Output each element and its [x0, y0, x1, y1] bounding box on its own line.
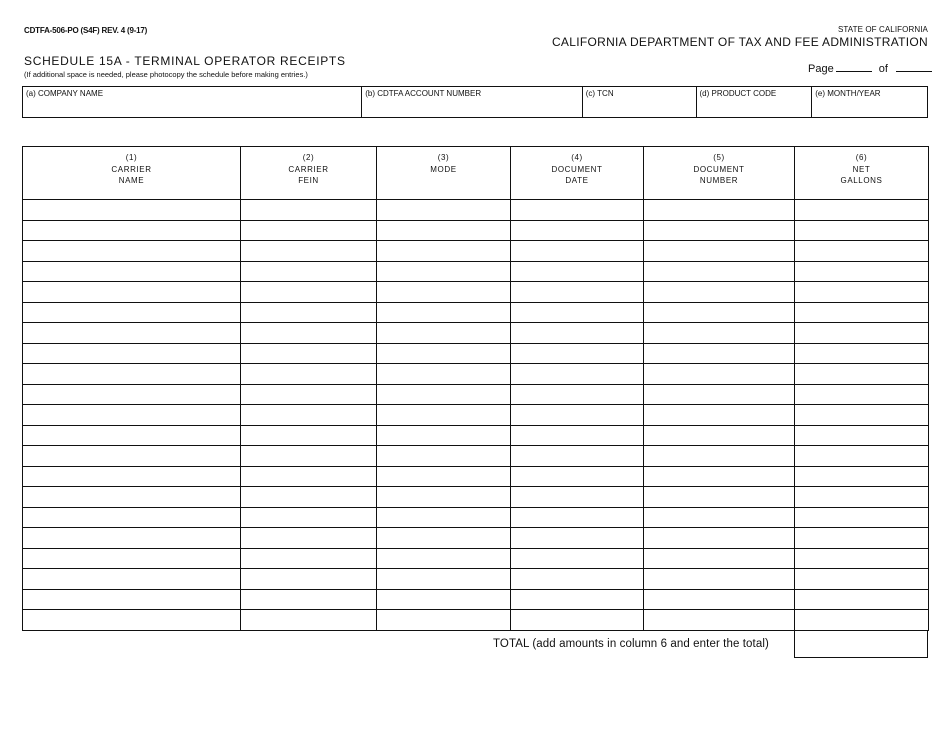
carrier-name-cell[interactable] — [23, 528, 241, 549]
mode-cell[interactable] — [377, 200, 511, 221]
document-number-cell[interactable] — [644, 507, 795, 528]
document-number-cell[interactable] — [644, 569, 795, 590]
carrier-fein-cell[interactable] — [241, 302, 377, 323]
column-number: (5) — [713, 153, 725, 162]
carrier-fein-cell[interactable] — [241, 364, 377, 385]
column-title-line: CARRIER — [111, 164, 152, 174]
net-gallons-cell[interactable] — [795, 589, 929, 610]
table-row — [23, 548, 929, 569]
carrier-fein-cell[interactable] — [241, 200, 377, 221]
net-gallons-cell[interactable] — [795, 220, 929, 241]
column-number: (6) — [855, 153, 868, 162]
document-date-cell[interactable] — [511, 200, 644, 221]
table-row — [23, 384, 929, 405]
document-date-cell[interactable] — [511, 610, 644, 631]
document-number-cell[interactable] — [644, 528, 795, 549]
column-title-line: NAME — [118, 176, 145, 185]
column-title-line: FEIN — [298, 176, 319, 185]
column-title-line: GALLONS — [840, 176, 883, 185]
receipts-table — [22, 146, 929, 631]
mode-cell[interactable] — [377, 466, 511, 487]
carrier-fein-cell[interactable] — [241, 507, 377, 528]
carrier-fein-cell[interactable] — [241, 548, 377, 569]
carrier-name-cell[interactable] — [23, 425, 241, 446]
account-number-field[interactable] — [362, 87, 583, 117]
carrier-name-cell[interactable] — [23, 364, 241, 385]
mode-cell[interactable] — [377, 507, 511, 528]
carrier-name-cell[interactable] — [23, 446, 241, 467]
document-date-cell[interactable] — [511, 302, 644, 323]
mode-cell[interactable] — [377, 548, 511, 569]
carrier-name-cell[interactable] — [23, 220, 241, 241]
mode-cell[interactable] — [377, 425, 511, 446]
mode-cell[interactable] — [377, 405, 511, 426]
carrier-fein-cell[interactable] — [241, 323, 377, 344]
document-number-cell[interactable] — [644, 200, 795, 221]
carrier-fein-cell[interactable] — [241, 384, 377, 405]
carrier-name-cell[interactable] — [23, 466, 241, 487]
document-date-cell[interactable] — [511, 466, 644, 487]
tcn-field[interactable] — [583, 87, 697, 117]
carrier-name-cell[interactable] — [23, 200, 241, 221]
mode-cell[interactable] — [377, 241, 511, 262]
table-row — [23, 569, 929, 590]
company-name-label: (a) COMPANY NAME — [26, 89, 104, 98]
net-gallons-cell[interactable] — [795, 446, 929, 467]
table-row — [23, 466, 929, 487]
carrier-name-cell[interactable] — [23, 261, 241, 282]
document-date-cell[interactable] — [511, 548, 644, 569]
net-gallons-cell[interactable] — [795, 569, 929, 590]
document-date-cell[interactable] — [511, 507, 644, 528]
net-gallons-cell[interactable] — [795, 548, 929, 569]
net-gallons-cell[interactable] — [795, 405, 929, 426]
table-row — [23, 282, 929, 303]
mode-cell[interactable] — [377, 220, 511, 241]
carrier-name-cell[interactable] — [23, 487, 241, 508]
page-number-line — [808, 61, 932, 75]
column-title-line: DOCUMENT — [693, 164, 745, 174]
carrier-name-cell[interactable] — [23, 548, 241, 569]
table-row — [23, 446, 929, 467]
net-gallons-cell[interactable] — [795, 282, 929, 303]
mode-cell[interactable] — [377, 487, 511, 508]
table-row — [23, 323, 929, 344]
document-number-cell[interactable] — [644, 384, 795, 405]
net-gallons-cell[interactable] — [795, 384, 929, 405]
document-number-cell[interactable] — [644, 610, 795, 631]
document-number-cell[interactable] — [644, 302, 795, 323]
net-gallons-cell[interactable] — [795, 364, 929, 385]
account-number-label: (b) CDTFA ACCOUNT NUMBER — [365, 89, 482, 98]
page-number-field[interactable] — [836, 61, 872, 72]
column-title-line: MODE — [430, 164, 457, 174]
carrier-fein-cell[interactable] — [241, 220, 377, 241]
carrier-name-cell[interactable] — [23, 241, 241, 262]
carrier-name-cell[interactable] — [23, 282, 241, 303]
mode-cell[interactable] — [377, 364, 511, 385]
department-name: CALIFORNIA DEPARTMENT OF TAX AND FEE ADMINISTRATION — [551, 35, 928, 49]
page-total-field[interactable] — [896, 61, 932, 72]
net-gallons-cell[interactable] — [795, 343, 929, 364]
schedule-note: (If additional space is needed, please photocopy the schedule before making entries.) — [24, 70, 308, 79]
column-header-net-gallons — [795, 147, 929, 200]
carrier-fein-cell[interactable] — [241, 466, 377, 487]
total-label: TOTAL (add amounts in column 6 and enter the total) — [493, 638, 769, 650]
carrier-fein-cell[interactable] — [241, 241, 377, 262]
table-row — [23, 528, 929, 549]
carrier-name-cell[interactable] — [23, 384, 241, 405]
net-gallons-cell[interactable] — [795, 302, 929, 323]
form-id: CDTFA-506-PO (S4F) REV. 4 (9-17) — [24, 26, 148, 35]
carrier-fein-cell[interactable] — [241, 343, 377, 364]
table-row — [23, 425, 929, 446]
column-header-carrier-name — [23, 147, 241, 200]
table-row — [23, 507, 929, 528]
document-number-cell[interactable] — [644, 425, 795, 446]
carrier-fein-cell[interactable] — [241, 569, 377, 590]
carrier-name-cell[interactable] — [23, 589, 241, 610]
carrier-name-cell[interactable] — [23, 323, 241, 344]
column-number: (2) — [302, 153, 315, 162]
table-row — [23, 487, 929, 508]
table-header-row — [23, 147, 929, 200]
carrier-fein-cell[interactable] — [241, 425, 377, 446]
column-title-line: CARRIER — [288, 164, 329, 174]
state-label: STATE OF CALIFORNIA — [837, 25, 928, 34]
net-gallons-cell[interactable] — [795, 466, 929, 487]
column-title-line: NET — [852, 164, 871, 174]
document-date-cell[interactable] — [511, 528, 644, 549]
mode-cell[interactable] — [377, 569, 511, 590]
table-row — [23, 610, 929, 631]
mode-cell[interactable] — [377, 282, 511, 303]
net-gallons-cell[interactable] — [795, 241, 929, 262]
product-code-field[interactable] — [697, 87, 813, 117]
column-header-mode — [377, 147, 511, 200]
month-year-field[interactable] — [812, 87, 927, 117]
mode-cell[interactable] — [377, 528, 511, 549]
table-row — [23, 405, 929, 426]
net-gallons-cell[interactable] — [795, 323, 929, 344]
table-body — [23, 200, 929, 631]
document-date-cell[interactable] — [511, 569, 644, 590]
document-number-cell[interactable] — [644, 241, 795, 262]
table-row — [23, 241, 929, 262]
column-number: (1) — [125, 153, 138, 162]
carrier-name-cell[interactable] — [23, 343, 241, 364]
document-date-cell[interactable] — [511, 343, 644, 364]
document-number-cell[interactable] — [644, 323, 795, 344]
month-year-label: (e) MONTH/YEAR — [815, 89, 881, 98]
carrier-name-cell[interactable] — [23, 405, 241, 426]
table-row — [23, 364, 929, 385]
net-gallons-cell[interactable] — [795, 528, 929, 549]
tcn-label: (c) TCN — [585, 89, 614, 98]
column-header-carrier-fein — [241, 147, 377, 200]
header-fields — [22, 86, 928, 118]
column-title-line: NUMBER — [699, 176, 739, 185]
document-number-cell[interactable] — [644, 548, 795, 569]
table-row — [23, 220, 929, 241]
schedule-title: SCHEDULE 15A - TERMINAL OPERATOR RECEIPTS — [24, 54, 346, 68]
carrier-fein-cell[interactable] — [241, 261, 377, 282]
document-date-cell[interactable] — [511, 241, 644, 262]
document-number-cell[interactable] — [644, 220, 795, 241]
carrier-fein-cell[interactable] — [241, 446, 377, 467]
column-number: (4) — [571, 153, 583, 162]
document-number-cell[interactable] — [644, 261, 795, 282]
carrier-fein-cell[interactable] — [241, 589, 377, 610]
document-date-cell[interactable] — [511, 261, 644, 282]
carrier-fein-cell[interactable] — [241, 610, 377, 631]
mode-cell[interactable] — [377, 323, 511, 344]
column-title-line: DOCUMENT — [551, 164, 603, 174]
document-date-cell[interactable] — [511, 446, 644, 467]
carrier-name-cell[interactable] — [23, 507, 241, 528]
mode-cell[interactable] — [377, 610, 511, 631]
product-code-label: (d) PRODUCT CODE — [699, 89, 777, 98]
mode-cell[interactable] — [377, 446, 511, 467]
document-number-cell[interactable] — [644, 466, 795, 487]
document-number-cell[interactable] — [644, 282, 795, 303]
mode-cell[interactable] — [377, 343, 511, 364]
mode-cell[interactable] — [377, 261, 511, 282]
mode-cell[interactable] — [377, 589, 511, 610]
carrier-fein-cell[interactable] — [241, 528, 377, 549]
carrier-name-cell[interactable] — [23, 302, 241, 323]
document-date-cell[interactable] — [511, 384, 644, 405]
total-gallons-field[interactable] — [794, 630, 928, 658]
document-date-cell[interactable] — [511, 282, 644, 303]
document-number-cell[interactable] — [644, 487, 795, 508]
net-gallons-cell[interactable] — [795, 507, 929, 528]
net-gallons-cell[interactable] — [795, 610, 929, 631]
column-title-line: DATE — [565, 176, 589, 185]
document-date-cell[interactable] — [511, 364, 644, 385]
carrier-fein-cell[interactable] — [241, 487, 377, 508]
table-row — [23, 343, 929, 364]
carrier-fein-cell[interactable] — [241, 405, 377, 426]
page-label: Page — [808, 63, 834, 75]
company-name-field[interactable] — [23, 87, 362, 117]
carrier-fein-cell[interactable] — [241, 282, 377, 303]
net-gallons-cell[interactable] — [795, 487, 929, 508]
column-header-document-date — [511, 147, 644, 200]
table-row — [23, 200, 929, 221]
net-gallons-cell[interactable] — [795, 261, 929, 282]
net-gallons-cell[interactable] — [795, 425, 929, 446]
of-label: of — [878, 63, 888, 75]
mode-cell[interactable] — [377, 384, 511, 405]
document-date-cell[interactable] — [511, 405, 644, 426]
document-number-cell[interactable] — [644, 364, 795, 385]
table-row — [23, 589, 929, 610]
carrier-name-cell[interactable] — [23, 569, 241, 590]
net-gallons-cell[interactable] — [795, 200, 929, 221]
document-date-cell[interactable] — [511, 487, 644, 508]
document-date-cell[interactable] — [511, 220, 644, 241]
document-number-cell[interactable] — [644, 405, 795, 426]
document-date-cell[interactable] — [511, 323, 644, 344]
table-row — [23, 302, 929, 323]
document-number-cell[interactable] — [644, 343, 795, 364]
table-row — [23, 261, 929, 282]
document-date-cell[interactable] — [511, 425, 644, 446]
mode-cell[interactable] — [377, 302, 511, 323]
document-date-cell[interactable] — [511, 589, 644, 610]
carrier-name-cell[interactable] — [23, 610, 241, 631]
document-number-cell[interactable] — [644, 446, 795, 467]
column-number: (3) — [437, 153, 450, 162]
column-header-document-number — [644, 147, 795, 200]
document-number-cell[interactable] — [644, 589, 795, 610]
